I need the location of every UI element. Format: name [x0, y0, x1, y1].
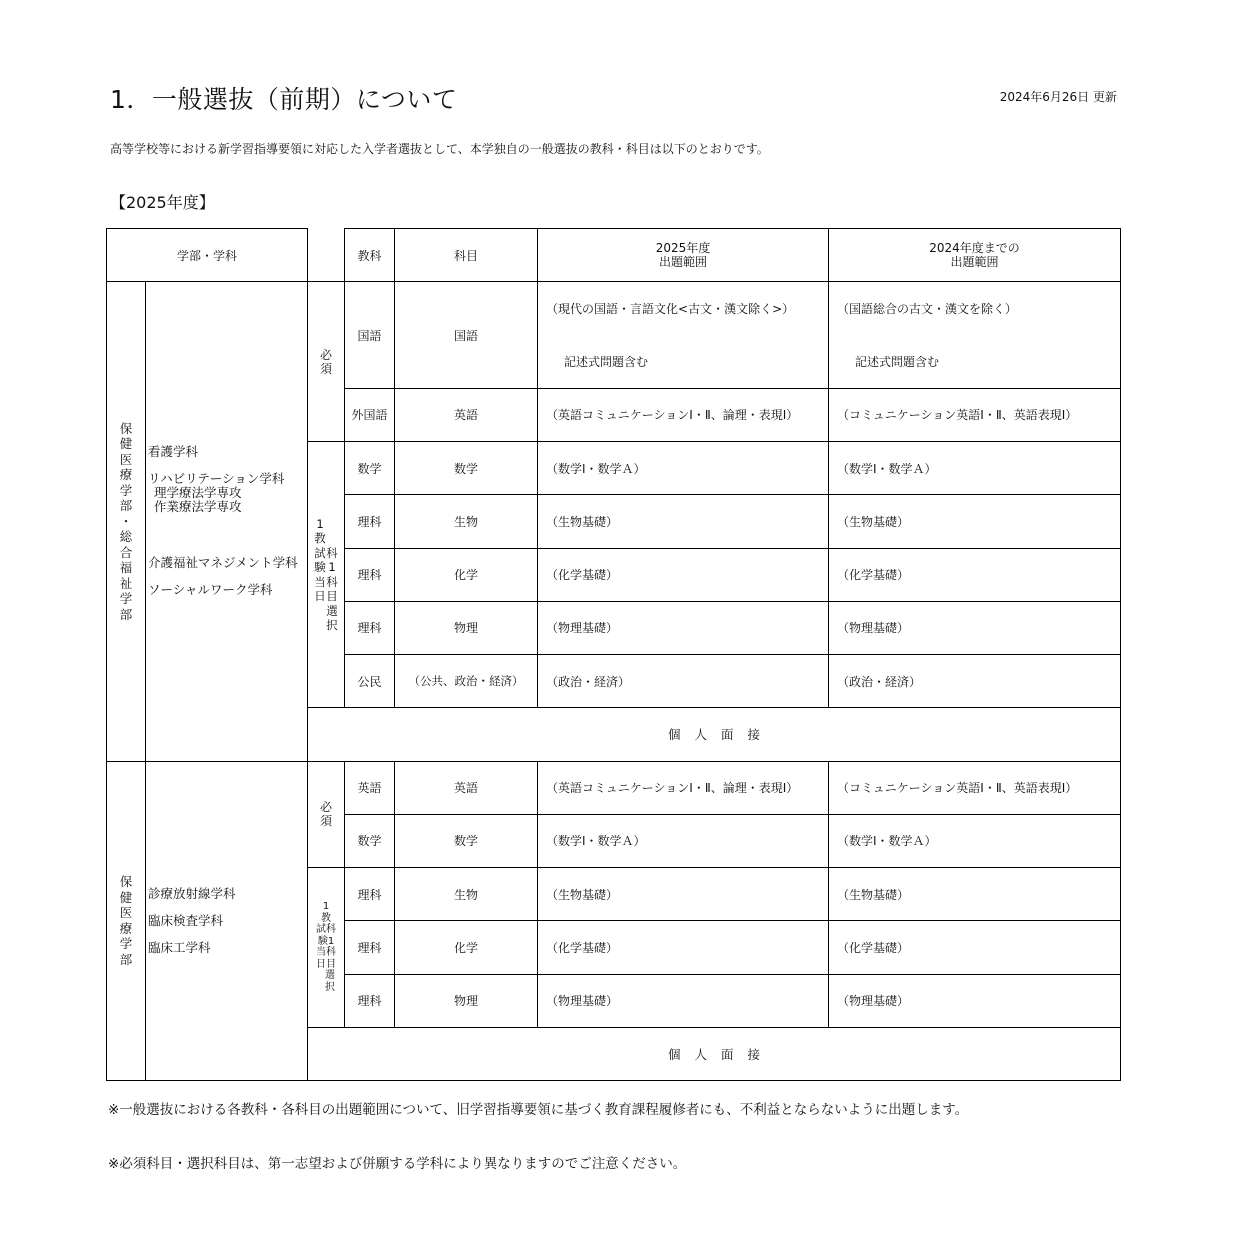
- required-label: [308, 761, 345, 868]
- dept-care: 介護福祉マネジメント学科: [148, 555, 298, 571]
- header-range-2025-line2: 出題範囲: [659, 255, 708, 270]
- select-char: 択: [325, 981, 336, 993]
- select-label: [308, 868, 345, 1028]
- select-char: 日: [314, 589, 326, 604]
- cell-group: 数学: [345, 442, 395, 495]
- select-char: 教: [321, 912, 332, 924]
- faculty-char: 療: [119, 467, 133, 483]
- cell-group: 英語: [345, 761, 395, 814]
- select-char: 選: [326, 603, 338, 618]
- range-text: （国語総合の古文・漢文を除く）: [837, 302, 1018, 316]
- cell-range-2025: （数学Ⅰ・数学Ａ）: [538, 442, 829, 495]
- range-note: 記述式問題含む: [564, 355, 649, 369]
- exam-subjects-table: [106, 228, 1121, 1081]
- note-subjects: ※必須科目・選択科目は、第一志望および併願する学科により異なりますのでご注意ください。: [108, 1156, 687, 1172]
- year-label: 【2025年度】: [110, 193, 215, 212]
- faculty-char: 学: [119, 591, 133, 607]
- cell-group: 理科: [345, 495, 395, 548]
- header-blank: [308, 229, 345, 282]
- cell-range-2025: （物理基礎）: [538, 601, 829, 654]
- cell-range-2024: （物理基礎）: [829, 974, 1121, 1027]
- cell-subject: 生物: [395, 495, 538, 548]
- header-subject: 科目: [395, 229, 538, 282]
- select-char: 科: [326, 574, 338, 589]
- intro-text: 高等学校等における新学習指導要領に対応した入学者選抜として、本学独自の一般選抜の教科・科目は以下のとおりです。: [110, 142, 769, 156]
- dept-lab: 臨床検査学科: [148, 912, 224, 928]
- cell-subject: 数学: [395, 814, 538, 867]
- select-char: 目: [326, 589, 338, 604]
- cell-range-2024: （コミュニケーション英語Ⅰ・Ⅱ、英語表現Ⅰ）: [829, 388, 1121, 441]
- cell-subject: 数学: [395, 442, 538, 495]
- cell-group: 公民: [345, 655, 395, 708]
- table-row: [107, 761, 1121, 814]
- cell-range-2024: （コミュニケーション英語Ⅰ・Ⅱ、英語表現Ⅰ）: [829, 761, 1121, 814]
- select-char: 1: [316, 516, 324, 531]
- required-label: [308, 282, 345, 442]
- faculty-char: 部: [119, 951, 133, 967]
- select-char: 当: [314, 574, 326, 589]
- cell-subject: 化学: [395, 921, 538, 974]
- select-char: 選: [325, 970, 336, 982]
- faculty-char: 祉: [119, 575, 133, 591]
- faculty-char: 健: [119, 436, 133, 452]
- faculty-char: 学: [119, 482, 133, 498]
- faculty-char: 部: [119, 606, 133, 622]
- updated-date: 2024年6月26日 更新: [999, 90, 1117, 104]
- faculty-char: 部: [119, 498, 133, 514]
- cell-range-2024: （数学Ⅰ・数学Ａ）: [829, 442, 1121, 495]
- faculty-char: 医: [119, 451, 133, 467]
- select-char: 1: [322, 901, 330, 913]
- cell-group: 国語: [345, 282, 395, 389]
- interview-cell: 個人面接: [308, 708, 1121, 761]
- cell-subject: 生物: [395, 868, 538, 921]
- select-char: 試: [314, 545, 326, 560]
- dept-pt: 理学療法学専攻: [154, 485, 242, 501]
- departments-cell-group2: [146, 761, 308, 1081]
- select-char: 科: [326, 545, 338, 560]
- header-range-2025-line1: 2025年度: [655, 241, 711, 256]
- faculty-cell-group2: [107, 761, 146, 1081]
- cell-range-2025: （政治・経済）: [538, 655, 829, 708]
- cell-group: 理科: [345, 548, 395, 601]
- cell-group: 数学: [345, 814, 395, 867]
- departments-cell-group1: [146, 282, 308, 761]
- cell-subject: 物理: [395, 601, 538, 654]
- cell-range-2025: （生物基礎）: [538, 868, 829, 921]
- faculty-char: 福: [119, 560, 133, 576]
- cell-range-2025: （英語コミュニケーションⅠ・Ⅱ、論理・表現Ⅰ）: [538, 761, 829, 814]
- interview-cell: 個人面接: [308, 1027, 1121, 1080]
- cell-subject: 化学: [395, 548, 538, 601]
- dept-rehab: リハビリテーション学科: [148, 471, 285, 487]
- cell-subject: （公共、政治・経済）: [395, 655, 538, 708]
- cell-range-2024: （化学基礎）: [829, 548, 1121, 601]
- cell-subject: 英語: [395, 388, 538, 441]
- faculty-char: 合: [119, 544, 133, 560]
- cell-subject: 物理: [395, 974, 538, 1027]
- cell-range-2024: （数学Ⅰ・数学Ａ）: [829, 814, 1121, 867]
- select-char: 教: [314, 531, 326, 546]
- dept-engineering: 臨床工学科: [148, 939, 211, 955]
- header-range-2025: [538, 229, 829, 282]
- cell-range-2025: （化学基礎）: [538, 548, 829, 601]
- header-range-2024-line2: 出題範囲: [950, 255, 999, 270]
- dept-nursing: 看護学科: [148, 444, 199, 460]
- cell-range-2025: （化学基礎）: [538, 921, 829, 974]
- cell-range-2025: （物理基礎）: [538, 974, 829, 1027]
- page-title: 1．一般選抜（前期）について: [110, 85, 458, 114]
- select-char: 1: [328, 560, 336, 575]
- select-char: 択: [326, 618, 338, 633]
- header-row: [107, 229, 1121, 282]
- header-faculty: 学部・学科: [107, 229, 308, 282]
- table-row: [107, 282, 1121, 389]
- dept-ot: 作業療法学専攻: [154, 499, 242, 515]
- note-range: ※一般選抜における各教科・各科目の出題範囲について、旧学習指導要領に基づく教育課程履修者にも、不利益とならないように出題します。: [108, 1102, 969, 1118]
- required-char: 必: [320, 800, 333, 815]
- cell-group: 理科: [345, 868, 395, 921]
- header-subject-group: 教科: [345, 229, 395, 282]
- cell-group: 理科: [345, 921, 395, 974]
- select-char: 当科: [316, 947, 337, 959]
- faculty-char: 保: [119, 420, 133, 436]
- cell-range-2024: （化学基礎）: [829, 921, 1121, 974]
- faculty-char: 医: [119, 905, 133, 921]
- cell-range-2025: （生物基礎）: [538, 495, 829, 548]
- select-char: 日目: [316, 958, 337, 970]
- select-label: [308, 442, 345, 708]
- cell-range-2024: [829, 282, 1121, 389]
- cell-range-2025: [538, 282, 829, 389]
- required-char: 須: [320, 361, 333, 376]
- select-char: 試科: [316, 924, 337, 936]
- faculty-char: 学: [119, 936, 133, 952]
- header-range-2024-line1: 2024年度までの: [929, 241, 1020, 256]
- faculty-char: 保: [119, 874, 133, 890]
- faculty-cell-group1: [107, 282, 146, 761]
- faculty-char: 総: [119, 529, 133, 545]
- faculty-char: ・: [119, 513, 133, 529]
- dept-social: ソーシャルワーク学科: [148, 582, 273, 598]
- header-range-2024: [829, 229, 1121, 282]
- cell-group: 理科: [345, 601, 395, 654]
- cell-range-2024: （生物基礎）: [829, 868, 1121, 921]
- range-note: 記述式問題含む: [855, 355, 940, 369]
- select-char: 験: [314, 560, 326, 575]
- cell-group: 外国語: [345, 388, 395, 441]
- range-text: （現代の国語・言語文化<古文・漢文除く>）: [546, 302, 795, 316]
- required-char: 須: [320, 814, 333, 829]
- cell-range-2024: （政治・経済）: [829, 655, 1121, 708]
- cell-group: 理科: [345, 974, 395, 1027]
- cell-range-2024: （生物基礎）: [829, 495, 1121, 548]
- select-char: 験1: [317, 935, 335, 947]
- cell-range-2025: （英語コミュニケーションⅠ・Ⅱ、論理・表現Ⅰ）: [538, 388, 829, 441]
- cell-range-2024: （物理基礎）: [829, 601, 1121, 654]
- dept-radiology: 診療放射線学科: [148, 885, 236, 901]
- faculty-char: 健: [119, 889, 133, 905]
- required-char: 必: [320, 347, 333, 362]
- cell-subject: 国語: [395, 282, 538, 389]
- cell-range-2025: （数学Ⅰ・数学Ａ）: [538, 814, 829, 867]
- cell-subject: 英語: [395, 761, 538, 814]
- faculty-char: 療: [119, 920, 133, 936]
